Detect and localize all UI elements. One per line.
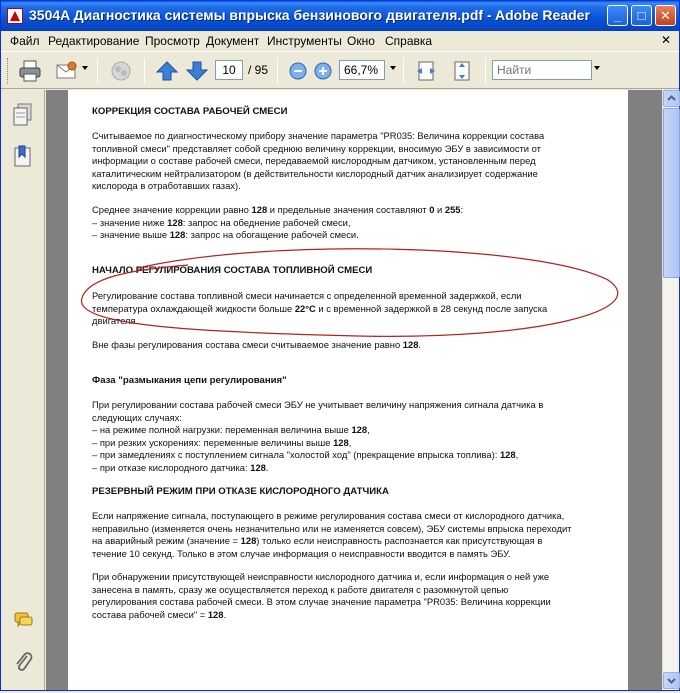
- menu-edit[interactable]: Редактирование: [48, 34, 140, 48]
- adobe-reader-icon: [7, 8, 23, 24]
- toolbar-separator: [485, 58, 486, 84]
- close-document-button[interactable]: ✕: [660, 33, 671, 47]
- menu-help[interactable]: Справка: [385, 34, 433, 48]
- toolbar-separator: [97, 58, 98, 84]
- scroll-thumb[interactable]: [663, 108, 680, 278]
- chevron-down-icon: [664, 673, 679, 688]
- toolbar-separator: [144, 58, 145, 84]
- paragraph: При регулировании состава рабочей смеси ЭБУ не учитывает величину напряжения сигнала датчика в следующих случаях: – на режиме полной нагрузки: переменная величина выше 128, – при резких ускорениях: переменные величины выше 128, – при замедлениях с поступлением сигнала "холостой ход" (прекращение впрыска топлива): 128, – при отказе кислородного датчика: 128.: [92, 399, 544, 473]
- menu-window[interactable]: Окно: [347, 34, 375, 48]
- paragraph: Вне фазы регулирования состава смеси считываемое значение равно 128.: [92, 339, 422, 350]
- paragraph: Регулирование состава топливной смеси начинается с определенной временной задержкой, если температура охлаждающей жидкости больше 22°C и с временной задержкой в 28 секунд после запуска двигателя.: [92, 290, 548, 327]
- menu-view[interactable]: Просмотр: [145, 34, 200, 48]
- zoom-level-input[interactable]: [339, 60, 385, 80]
- pdf-page: [68, 90, 628, 690]
- fit-page-icon[interactable]: [450, 59, 474, 83]
- zoom-in-icon[interactable]: [311, 59, 335, 83]
- title-bar[interactable]: [1, 1, 679, 31]
- next-page-icon[interactable]: [185, 59, 209, 83]
- paragraph: Считываемое по диагностическому прибору значение параметра "PR035: Величина коррекции состава топливной смеси" представляет собой среднюю величину коррекции, вносимую ЭБУ в зависимости от информации о составе рабочей смеси, передаваемой кислородным датчиком, установленным перед каталитическим нейтрализатором (в действительности кислородный датчик анализирует содержание кислорода в отработавших газах).: [92, 130, 545, 192]
- comments-icon[interactable]: [12, 608, 34, 632]
- email-icon[interactable]: [55, 59, 79, 83]
- document-viewer[interactable]: [46, 90, 662, 690]
- window-title: 3504A Диагностика системы впрыска бензинового двигателя.pdf - Adobe Reader: [29, 7, 590, 23]
- zoom-dropdown-arrow[interactable]: [390, 66, 396, 70]
- toolbar-separator: [403, 58, 404, 84]
- toolbar: [1, 51, 679, 89]
- fit-width-icon[interactable]: [414, 59, 438, 83]
- scroll-down-button[interactable]: [663, 672, 680, 689]
- paragraph: Если напряжение сигнала, поступающего в режиме регулирования состава смеси от кислородного датчика, неправильно (изменяется очень незначительно или не изменяется совсем), ЭБУ системы впрыска переходит на аварийный режим (значение = 128) только если неисправность распознается как присутствующая в течение 10 секунд. Только в этом случае информация о неисправности вводится в память ЭБУ.: [92, 510, 572, 559]
- paragraph: При обнаружении присутствующей неисправности кислородного датчика и, если информация о ней уже занесена в память, сразу же осуществляется переход к работе двигателя с разомкнутой цепью регулирования состава рабочей смеси. В этом случае значение параметра "PR035: Величина коррекции состава рабочей смеси" = 128.: [92, 571, 551, 620]
- maximize-button[interactable]: □: [631, 5, 652, 26]
- page-number-input[interactable]: [215, 60, 243, 80]
- email-dropdown-arrow[interactable]: [82, 66, 88, 70]
- page-total-label: / 95: [248, 63, 269, 77]
- paragraph: Среднее значение коррекции равно 128 и предельные значения составляют 0 и 255: – значение ниже 128: запрос на обеднение рабочей смеси, – значение выше 128: запрос на обогащение рабочей смеси.: [92, 204, 464, 241]
- search-dropdown-arrow[interactable]: [594, 66, 600, 70]
- toolbar-separator: [277, 58, 278, 84]
- collaborate-icon[interactable]: [109, 59, 133, 83]
- minimize-button[interactable]: _: [607, 5, 628, 26]
- chevron-up-icon: [664, 91, 679, 106]
- close-button[interactable]: ✕: [655, 5, 676, 26]
- menu-document[interactable]: Документ: [206, 34, 260, 48]
- section-heading: РЕЗЕРВНЫЙ РЕЖИМ ПРИ ОТКАЗЕ КИСЛОРОДНОГО ДАТЧИКА: [92, 486, 389, 497]
- menu-tools[interactable]: Инструменты: [267, 34, 342, 48]
- zoom-out-icon[interactable]: [286, 59, 310, 83]
- section-heading: Фаза "размыкания цепи регулирования": [92, 375, 287, 386]
- section-heading: КОРРЕКЦИЯ СОСТАВА РАБОЧЕЙ СМЕСИ: [92, 106, 288, 117]
- menu-file[interactable]: Файл: [10, 34, 40, 48]
- attachments-icon[interactable]: [12, 650, 34, 674]
- print-icon[interactable]: [18, 59, 42, 83]
- menu-bar: [1, 31, 679, 51]
- scroll-up-button[interactable]: [663, 90, 680, 107]
- navigation-pane: [1, 90, 45, 690]
- section-heading: НАЧАЛО РЕГУЛИРОВАНИЯ СОСТАВА ТОПЛИВНОЙ СМЕСИ: [92, 265, 373, 276]
- vertical-scrollbar[interactable]: [662, 90, 679, 690]
- annotation-ellipse: [68, 240, 628, 350]
- toolbar-grip[interactable]: [7, 58, 10, 84]
- previous-page-icon[interactable]: [155, 59, 179, 83]
- bookmarks-icon[interactable]: [12, 145, 34, 169]
- pages-icon[interactable]: [12, 103, 34, 127]
- search-input[interactable]: [492, 60, 592, 80]
